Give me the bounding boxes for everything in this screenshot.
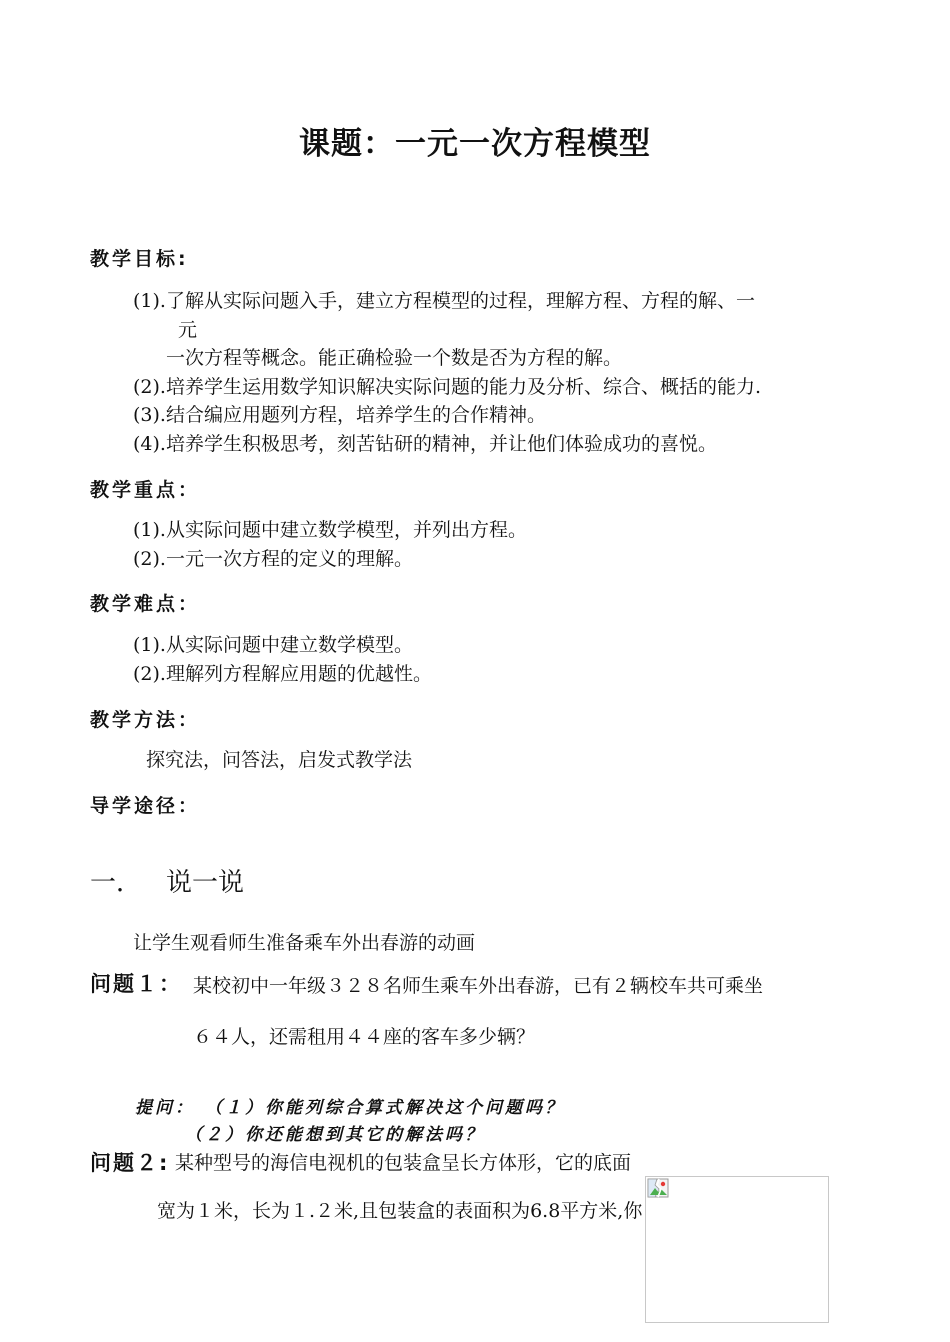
objectives-heading: 教学目标: xyxy=(90,248,189,270)
broken-image-frame xyxy=(645,1176,829,1323)
problem2-label: 问题２: xyxy=(90,1151,170,1175)
difficulties-heading: 教学难点： xyxy=(90,593,201,615)
approach-heading: 导学途径： xyxy=(90,795,201,817)
problem1-label: 问题１： xyxy=(90,972,182,996)
methods-text: 探究法，问答法，启发式教学法 xyxy=(146,749,413,771)
difficulty-item-2: (2).理解列方程解应用题的优越性。 xyxy=(133,663,432,685)
methods-heading: 教学方法： xyxy=(90,709,201,731)
key-point-item-2: (2).一元一次方程的定义的理解。 xyxy=(133,548,413,570)
problem2-line1: 某种型号的海信电视机的包装盒呈长方体形，它的底面 xyxy=(175,1152,632,1174)
ask-question-1: （１）你能列综合算式解决这个问题吗？ xyxy=(205,1098,565,1118)
objective-item-4: (4).培养学生积极思考，刻苦钻研的精神，并让他们体验成功的喜悦。 xyxy=(133,433,717,455)
ask-question-2: （２）你还能想到其它的解法吗？ xyxy=(185,1125,485,1145)
difficulty-item-1: (1).从实际问题中建立数学模型。 xyxy=(133,634,413,656)
ask-label: 提问： xyxy=(135,1098,195,1118)
broken-image-icon xyxy=(646,1177,672,1201)
objective-item-1: (1).了解从实际问题入手，建立方程模型的过程，理解方程、方程的解、一 xyxy=(133,290,755,312)
section-title: 说一说 xyxy=(166,868,245,898)
problem1-line1: 某校初中一年级３２８名师生乘车外出春游，已有２辆校车共可乘坐 xyxy=(193,975,764,997)
section-number: 一． xyxy=(90,868,143,898)
objective-item-1-cont: 一次方程等概念。能正确检验一个数是否为方程的解。 xyxy=(166,347,623,369)
objective-item-1-wrap: 元 xyxy=(178,319,198,341)
problem2-line2: 宽为１米，长为１.２米,且包装盒的表面积为6.8平方米,你 xyxy=(157,1200,643,1222)
objective-item-2: (2).培养学生运用数学知识解决实际问题的能力及分析、综合、概括的能力. xyxy=(133,376,761,398)
key-point-item-1: (1).从实际问题中建立数学模型，并列出方程。 xyxy=(133,519,527,541)
section-intro: 让学生观看师生准备乘车外出春游的动画 xyxy=(133,932,476,954)
page-title: 课题：一元一次方程模型 xyxy=(299,126,651,162)
objective-item-3: (3).结合编应用题列方程，培养学生的合作精神。 xyxy=(133,404,546,426)
problem1-line2: ６４人，还需租用４４座的客车多少辆？ xyxy=(193,1026,536,1048)
key-points-heading: 教学重点： xyxy=(90,479,201,501)
